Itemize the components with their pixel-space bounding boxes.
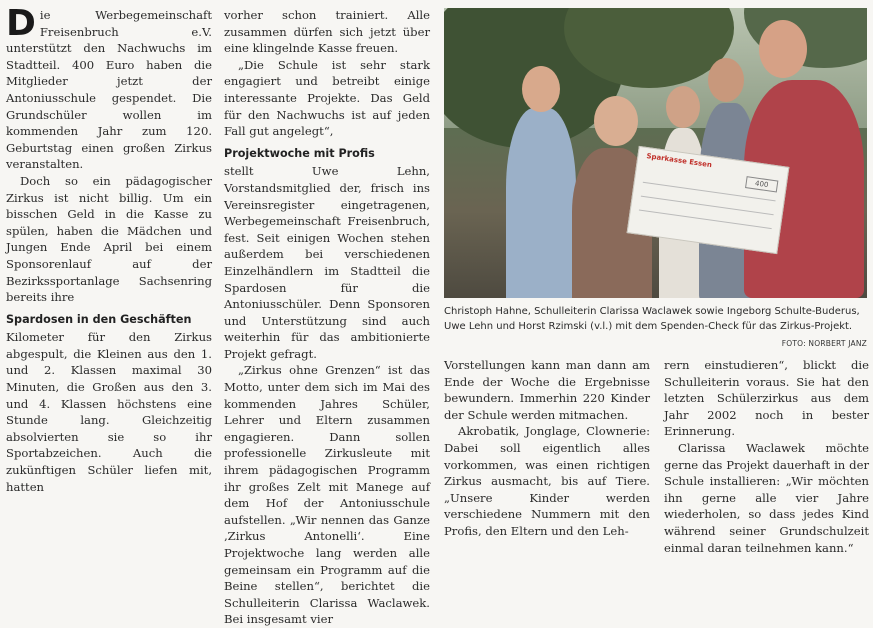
paragraph: Clarissa Waclawek möchte gerne das Projekt dauerhaft in der Schule installieren: „Wir möchten ihn gerne alle vier Jahre wiederholen, so dass jedes Kind während seiner Grundschulzeit einmal daran teilnehmen kann.“ bbox=[664, 440, 869, 555]
subheading: Spardosen in den Geschäften bbox=[6, 312, 192, 326]
person-head bbox=[594, 96, 638, 146]
quote-paragraph: „Die Schule ist sehr stark engagiert und betreibt einige interessante Projekte. Das Geld für den Nachwuchs ist auf jeden Fall gut angelegt“, bbox=[224, 57, 430, 139]
article-photo bbox=[444, 8, 867, 298]
article-column-3 bbox=[444, 357, 650, 540]
article-column-4 bbox=[664, 357, 869, 556]
drop-cap: D bbox=[6, 3, 36, 44]
check-bank-name: Sparkasse Essen bbox=[645, 152, 713, 170]
subheading: Projektwoche mit Profis bbox=[224, 146, 375, 160]
person-christoph-hahne bbox=[506, 108, 576, 298]
article-column-2 bbox=[224, 7, 430, 628]
person-head bbox=[522, 66, 560, 112]
check-amount: 400 bbox=[745, 176, 778, 192]
person-head bbox=[666, 86, 700, 128]
paragraph: „Zirkus ohne Grenzen“ ist das Motto, unter dem sich im Mai des kommenden Jahres Schüler, Lehrer und Eltern zusammen engagieren. Dann sollen professionelle Zirkusleute mit ihrem pädagogischen Programm ihr großes Zelt mit Manege auf dem Hof der Antoniusschule aufstellen. „Wir nennen das Ganze ‚Zirkus Antonelli‘. Eine Projektwoche lang werden alle gemeinsam ein Programm auf die Beine stellen“, berichtet die Schulleiterin Clarissa Waclawek. Bei insgesamt vier bbox=[224, 363, 430, 627]
person-head bbox=[759, 20, 807, 78]
photo-credit: FOTO: NORBERT JANZ bbox=[781, 339, 867, 348]
paragraph: stellt Uwe Lehn, Vorstandsmitglied der, frisch ins Vereinsregister eingetragenen, Werbegemeinschaft Freisenbruch, fest. Seit einigen Wochen stehen außerdem bei verschiedenen Einzelhändlern im Stadtteil die Spardosen für die Antoniusschüler. Denn Sponsoren und Unterstützung sind auch weiterhin für das ambitionierte Projekt gefragt. bbox=[224, 164, 430, 361]
paragraph: Kilometer für den Zirkus abgespult, die Kleinen aus den 1. und 2. Klassen maximal 30 Minuten, die Großen aus den 3. und 4. Klassen höchstens eine Stunde lang. Gleichzeitig absolvierten sie so ihr Sportabzeichen. Auch die zukünftigen Schüler liefen mit, hatten bbox=[6, 330, 212, 494]
lead-paragraph bbox=[6, 3, 212, 173]
paragraph: Akrobatik, Jonglage, Clownerie: Dabei soll eigentlich alles vorkommen, was einen richtigen Zirkus ausmacht, bis auf Tiere. „Unsere Kinder werden verschiedene Nummern mit den Profis, den Eltern und den Leh- bbox=[444, 424, 650, 538]
person-head bbox=[708, 58, 744, 102]
paragraph: Doch so ein pädagogischer Zirkus ist nicht billig. Um ein bisschen Geld in die Kasse zu spülen, haben die Mädchen und Jungen Ende April bei einem Sponsorenlauf auf der Bezirkssportanlage Sachsenring bereits ihre bbox=[6, 173, 212, 305]
paragraph: vorher schon trainiert. Alle zusammen dürfen sich jetzt über eine klingelnde Kasse freuen. bbox=[224, 8, 430, 56]
photo-caption: Christoph Hahne, Schulleiterin Clarissa Waclawek sowie Ingeborg Schulte-Buderus, Uwe Lehn und Horst Rzimski (v.l.) mit dem Spenden-Check für das Zirkus-Projekt. bbox=[444, 306, 860, 332]
check-line bbox=[639, 209, 772, 229]
paragraph: Vorstellungen kann man dann am Ende der Woche die Ergebnisse bewundern. Immerhin 220 Kinder der Schule werden mitmachen. bbox=[444, 358, 650, 422]
article-column-1 bbox=[6, 3, 212, 495]
lead-text: ie Werbegemeinschaft Freisenbruch e.V. unterstützt den Nachwuchs im Stadtteil. 400 Euro haben die Mitglieder jetzt der Antoniusschule gespendet. Die Grundschüler wollen im kommenden Jahr zum 120. Geburtstag einen großen Zirkus veranstalten. bbox=[6, 8, 212, 172]
paragraph: rern einstudieren“, blickt die Schulleiterin voraus. Sie hat den letzten Schülerzirkus aus dem Jahr 2002 noch in bester Erinnerung. bbox=[664, 358, 869, 439]
